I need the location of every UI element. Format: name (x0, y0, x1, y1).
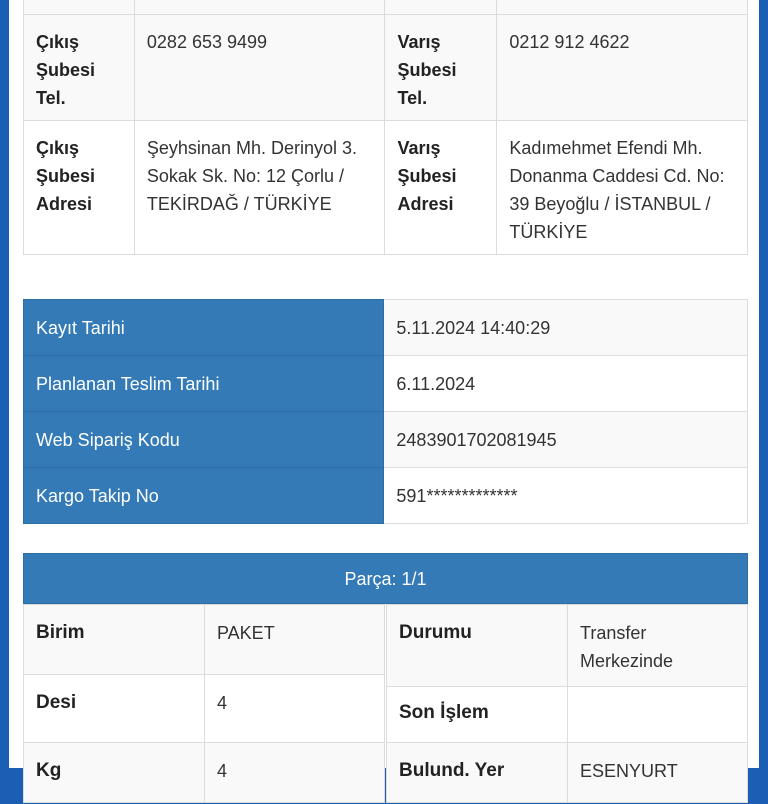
parcel-key: Son İşlem (387, 687, 568, 743)
parcel-value (568, 687, 748, 743)
parcel-key: Desi (24, 675, 205, 743)
table-row (24, 743, 385, 803)
table-row (387, 605, 748, 687)
info-value: 2483901702081945 (384, 412, 748, 468)
parcel-key: Bulund. Yer (387, 743, 568, 803)
info-key: Web Sipariş Kodu (24, 412, 384, 468)
departure-phone-label: Çıkış Şubesi Tel. (24, 15, 135, 121)
parcel-key: Birim (24, 605, 205, 675)
table-row (24, 15, 748, 121)
parcel-right-table (386, 604, 748, 803)
table-row (24, 300, 748, 356)
table-row (24, 121, 748, 255)
table-row (24, 356, 748, 412)
info-key: Kayıt Tarihi (24, 300, 384, 356)
departure-address-label: Çıkış Şubesi Adresi (24, 121, 135, 255)
table-row (24, 412, 748, 468)
parcel-left-table (23, 604, 385, 803)
departure-phone-value: 0282 653 9499 (134, 15, 385, 121)
departure-address-value: Şeyhsinan Mh. Derinyol 3. Sokak Sk. No: 12 Çorlu / TEKİRDAĞ / TÜRKİYE (134, 121, 385, 255)
tracking-number-value: 591************* (384, 468, 748, 524)
arrival-phone-value: 0212 912 4622 (497, 15, 748, 121)
parcel-key: Kg (24, 743, 205, 803)
parcel-value: ESENYURT (568, 743, 748, 803)
parcel-value: 4 (205, 743, 385, 803)
info-key: Planlanan Teslim Tarihi (24, 356, 384, 412)
table-row (24, 468, 748, 524)
parcel-details (23, 604, 748, 804)
table-row (24, 675, 385, 743)
info-value: 5.11.2024 14:40:29 (384, 300, 748, 356)
table-row (387, 687, 748, 743)
arrival-address-value: Kadımehmet Efendi Mh. Donanma Caddesi Cd. No: 39 Beyoğlu / İSTANBUL / TÜRKİYE (497, 121, 748, 255)
parcel-value: Transfer Merkezinde (568, 605, 748, 687)
arrival-phone-label: Varış Şubesi Tel. (385, 15, 497, 121)
info-key: Kargo Takip No (24, 468, 384, 524)
parcel-key: Durumu (387, 605, 568, 687)
info-value: 6.11.2024 (384, 356, 748, 412)
shipment-detail-page (9, 0, 759, 781)
table-row (24, 0, 748, 15)
arrival-address-label: Varış Şubesi Adresi (385, 121, 497, 255)
parcel-header: Parça: 1/1 (23, 553, 748, 604)
parcel-value: 4 (205, 675, 385, 743)
parcel-value: PAKET (205, 605, 385, 675)
table-row (24, 605, 385, 675)
shipment-info-table (23, 299, 748, 524)
branch-info-table (23, 0, 748, 255)
table-row (387, 743, 748, 803)
